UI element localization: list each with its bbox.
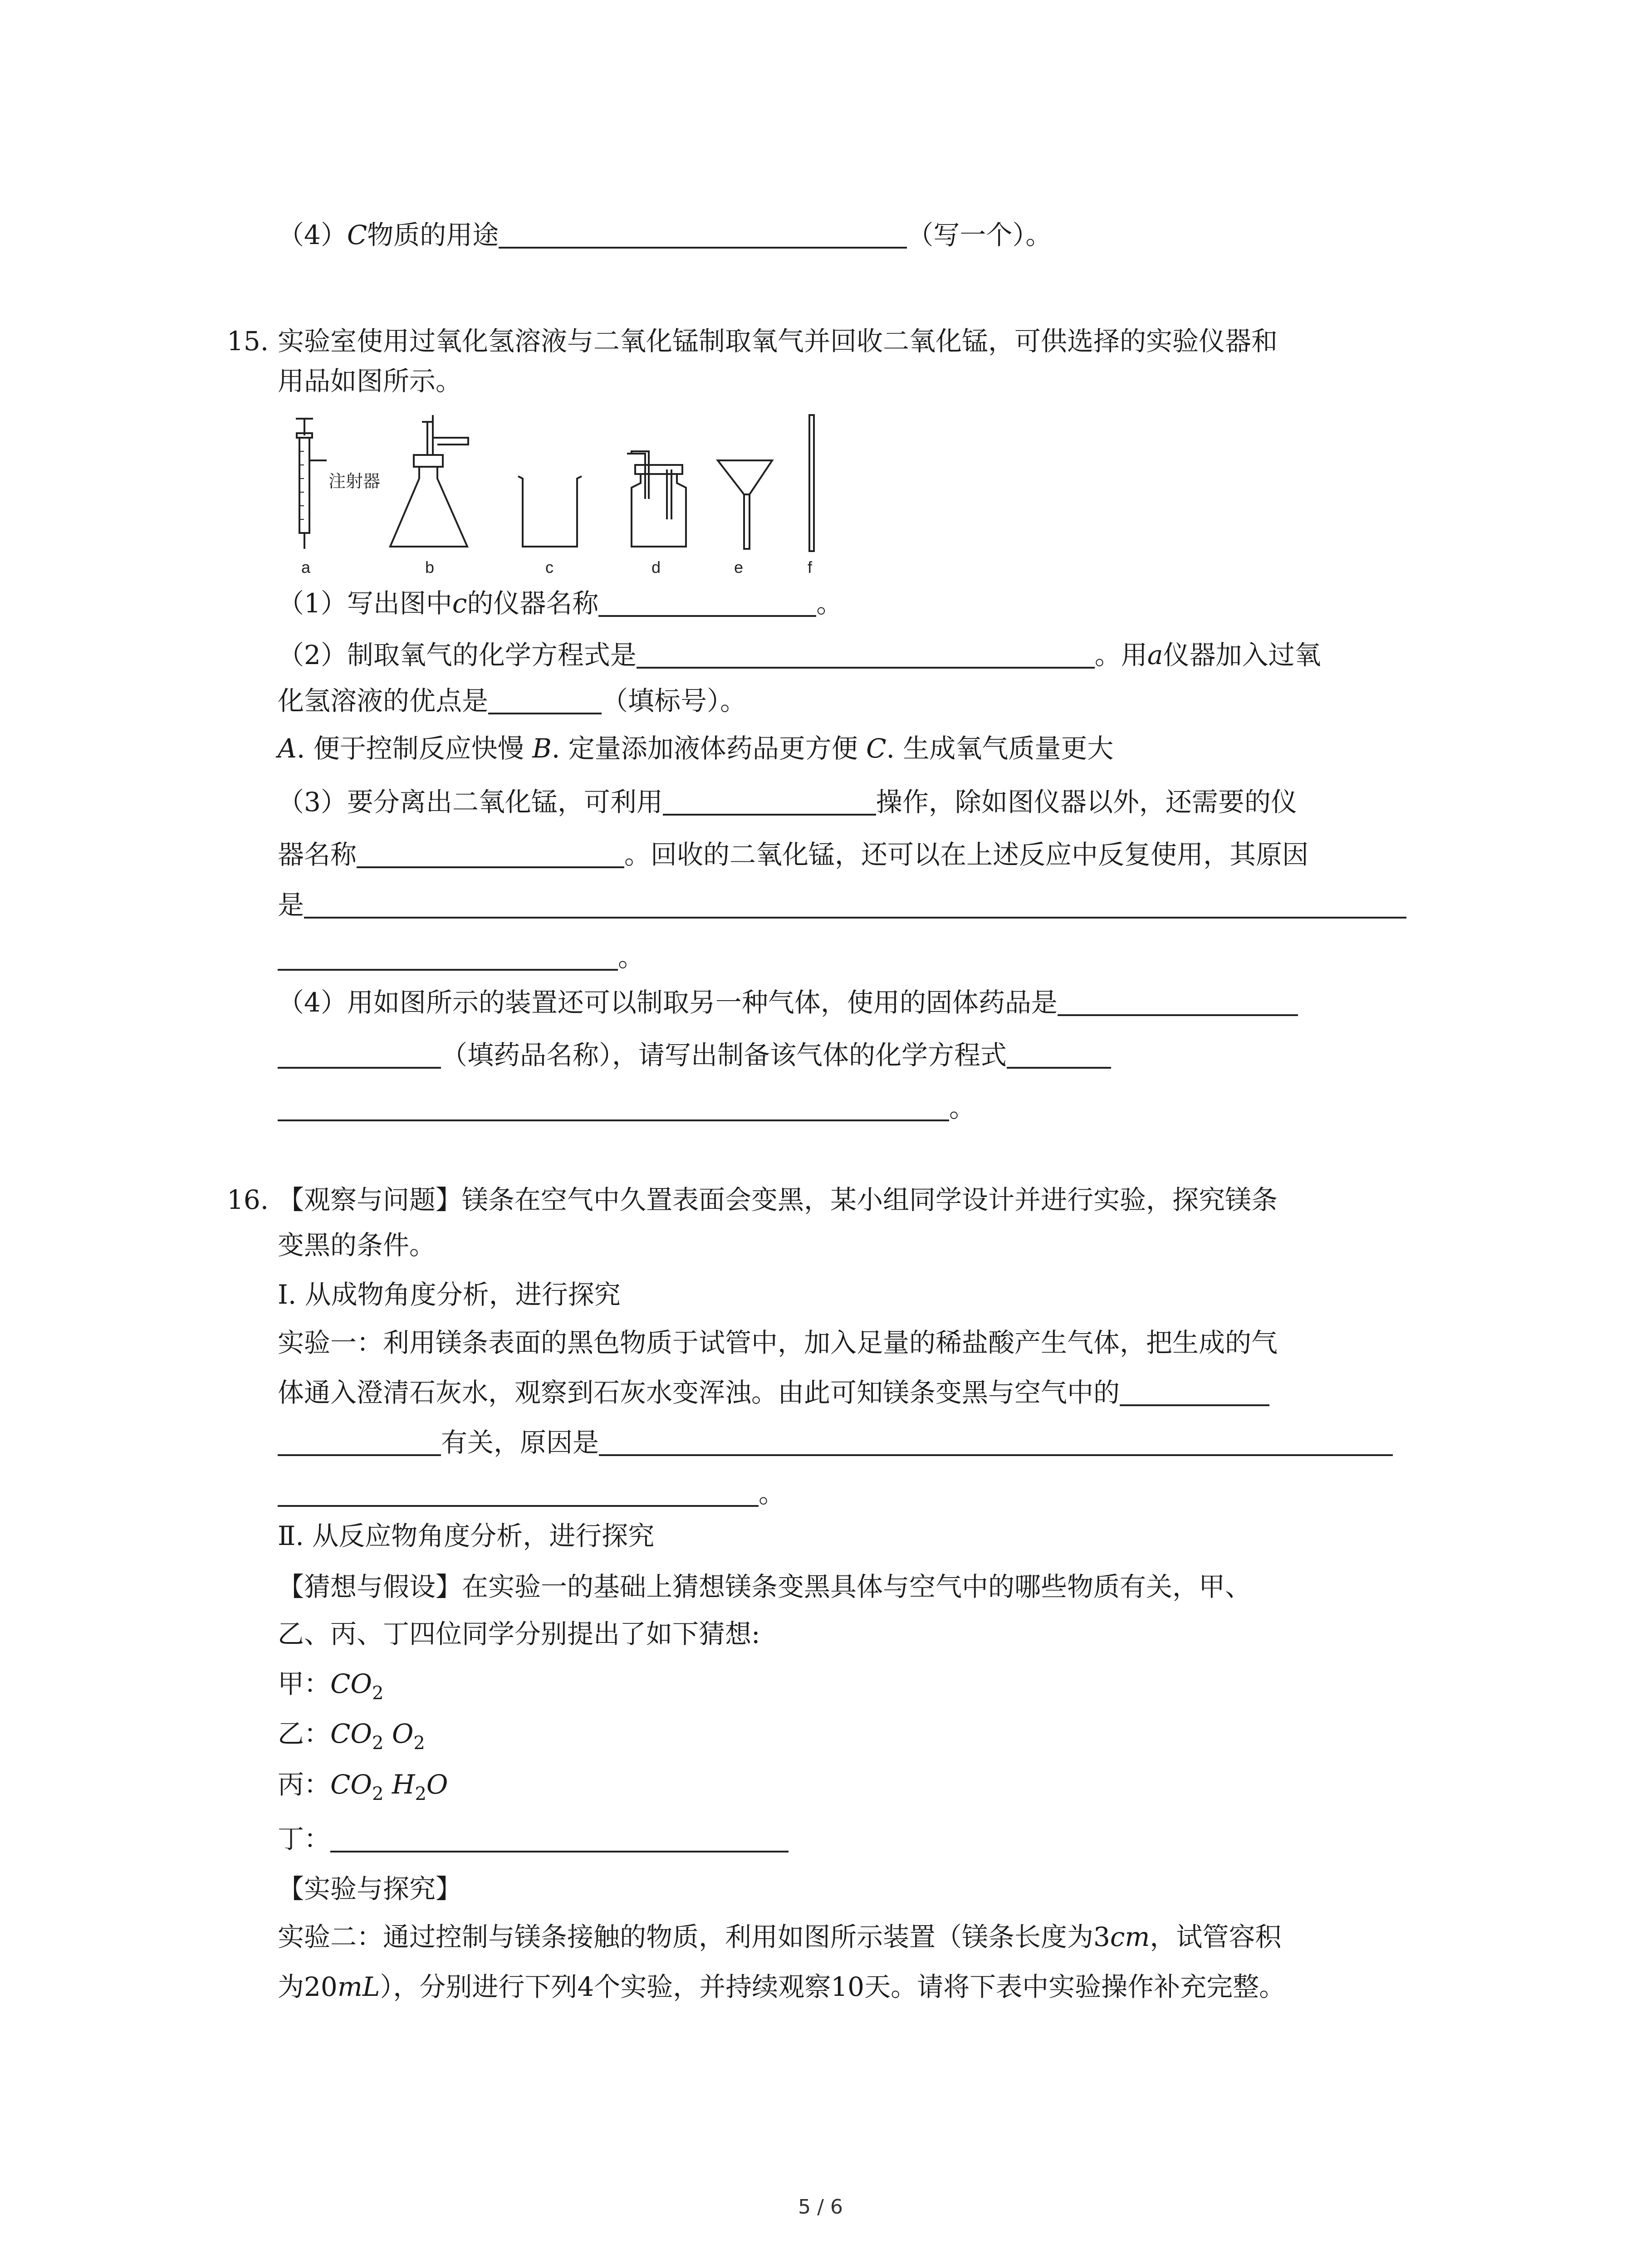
q15-stem-line1: 实验室使用过氧化氢溶液与二氧化锰制取氧气并回收二氧化锰，可供选择的实验仪器和 [278,326,1278,357]
q15-options: A. 便于控制反应快慢 B. 定量添加液体药品更方便 C. 生成氧气质量更大 [278,733,1114,764]
answer-blank[interactable] [599,1429,1393,1456]
guess-jia: 甲：$CO_2$ [278,1668,384,1704]
conical-flask-icon [390,415,468,547]
answer-blank[interactable] [304,891,1406,919]
funnel-icon [718,460,772,549]
answer-blank[interactable] [330,1825,789,1853]
q15-part3-line3: 是 [278,887,1406,923]
guess-yi: 乙：$CO_2$ $O_2$ [278,1718,425,1754]
guess-bing: 丙：$CO_2$ $H_2O$ [278,1769,448,1804]
beaker-icon [518,476,582,547]
q16-exp1-line1: 实验一：利用镁条表面的黑色物质于试管中，加入足量的稀盐酸产生气体，把生成的气 [278,1327,1278,1358]
answer-blank[interactable] [1058,989,1298,1016]
syringe-icon [296,419,327,549]
answer-blank[interactable] [1007,1041,1111,1069]
q15-part4-line3: 。 [278,1090,975,1126]
gas-bottle-icon [627,451,686,547]
figure-label-a: a [301,558,311,577]
q15-part2-line2: 化氢溶液的优点是 （填标号）。 [278,685,747,716]
guess-ding: 丁： [278,1821,789,1857]
q16-hypothesis-line2: 乙、丙、丁四位同学分别提出了如下猜想: [278,1618,760,1649]
apparatus-figure [278,411,858,583]
answer-blank[interactable] [488,687,602,714]
q15-part3-line4: 。 [278,939,644,975]
q16-exp1-line2: 体通入澄清石灰水，观察到石灰水变浑浊。由此可知镁条变黑与空气中的 [278,1374,1269,1411]
q16-exp2-line2: 为20mL），分别进行下列4个实验，并持续观察10天。请将下表中实验操作补充完整。 [278,1971,1286,2002]
q16-section2-heading: Ⅱ. 从反应物角度分析，进行探究 [278,1520,655,1551]
injector-label: 注射器 [328,471,381,491]
question-number-15: 15. [227,326,269,357]
answer-blank[interactable] [499,221,907,249]
q15-part3-line1: （3）要分离出二氧化锰，可利用 操作，除如图仪器以外，还需要的仪 [278,787,1297,817]
answer-blank[interactable] [357,841,624,868]
answer-blank[interactable] [663,788,876,816]
q14-part4: （4）C物质的用途 （写一个）。 [278,220,1052,250]
q16-exp1-line4: 。 [278,1475,785,1511]
q16-stem-line1: 【观察与问题】镁条在空气中久置表面会变黑，某小组同学设计并进行实验，探究镁条 [278,1184,1278,1215]
q15-part1: （1）写出图中c的仪器名称 。 [278,588,843,619]
answer-blank[interactable] [1120,1379,1269,1406]
q15-part4-line1: （4）用如图所示的装置还可以制取另一种气体，使用的固体药品是 [278,984,1298,1021]
answer-blank[interactable] [278,943,618,971]
figure-label-d: d [652,558,661,577]
q16-exp1-line3: 有关，原因是 [278,1424,1393,1461]
answer-blank[interactable] [598,590,816,617]
figure-label-b: b [425,558,435,577]
q15-part3-line2: 器名称 。回收的二氧化锰，还可以在上述反应中反复使用，其原因 [278,839,1309,870]
answer-blank[interactable] [278,1041,441,1069]
figure-label-e: e [734,558,744,577]
q16-stem-line2: 变黑的条件。 [278,1230,436,1261]
glass-rod-icon [809,415,814,551]
answer-blank[interactable] [278,1094,949,1121]
q16-exp2-line1: 实验二：通过控制与镁条接触的物质，利用如图所示装置（镁条长度为3cm，试管容积 [278,1921,1282,1952]
answer-blank[interactable] [637,641,1095,669]
q15-stem-line2: 用品如图所示。 [278,366,462,396]
q15-part4-line2: （填药品名称），请写出制备该气体的化学方程式 [278,1037,1111,1073]
q16-hypothesis-line1: 【猜想与假设】在实验一的基础上猜想镁条变黑具体与空气中的哪些物质有关，甲、 [278,1571,1252,1602]
answer-blank[interactable] [278,1429,441,1456]
answer-blank[interactable] [278,1480,759,1507]
apparatus-drawing [278,411,858,583]
q16-section3-heading: 【实验与探究】 [278,1873,462,1904]
q16-section1-heading: Ⅰ. 从成物角度分析，进行探究 [278,1279,621,1310]
figure-label-f: f [808,558,813,577]
figure-label-c: c [545,558,554,577]
q15-part2-line1: （2）制取氧气的化学方程式是 。用a仪器加入过氧 [278,640,1321,670]
question-number-16: 16. [227,1184,269,1215]
page-number: 5 / 6 [798,2195,843,2219]
